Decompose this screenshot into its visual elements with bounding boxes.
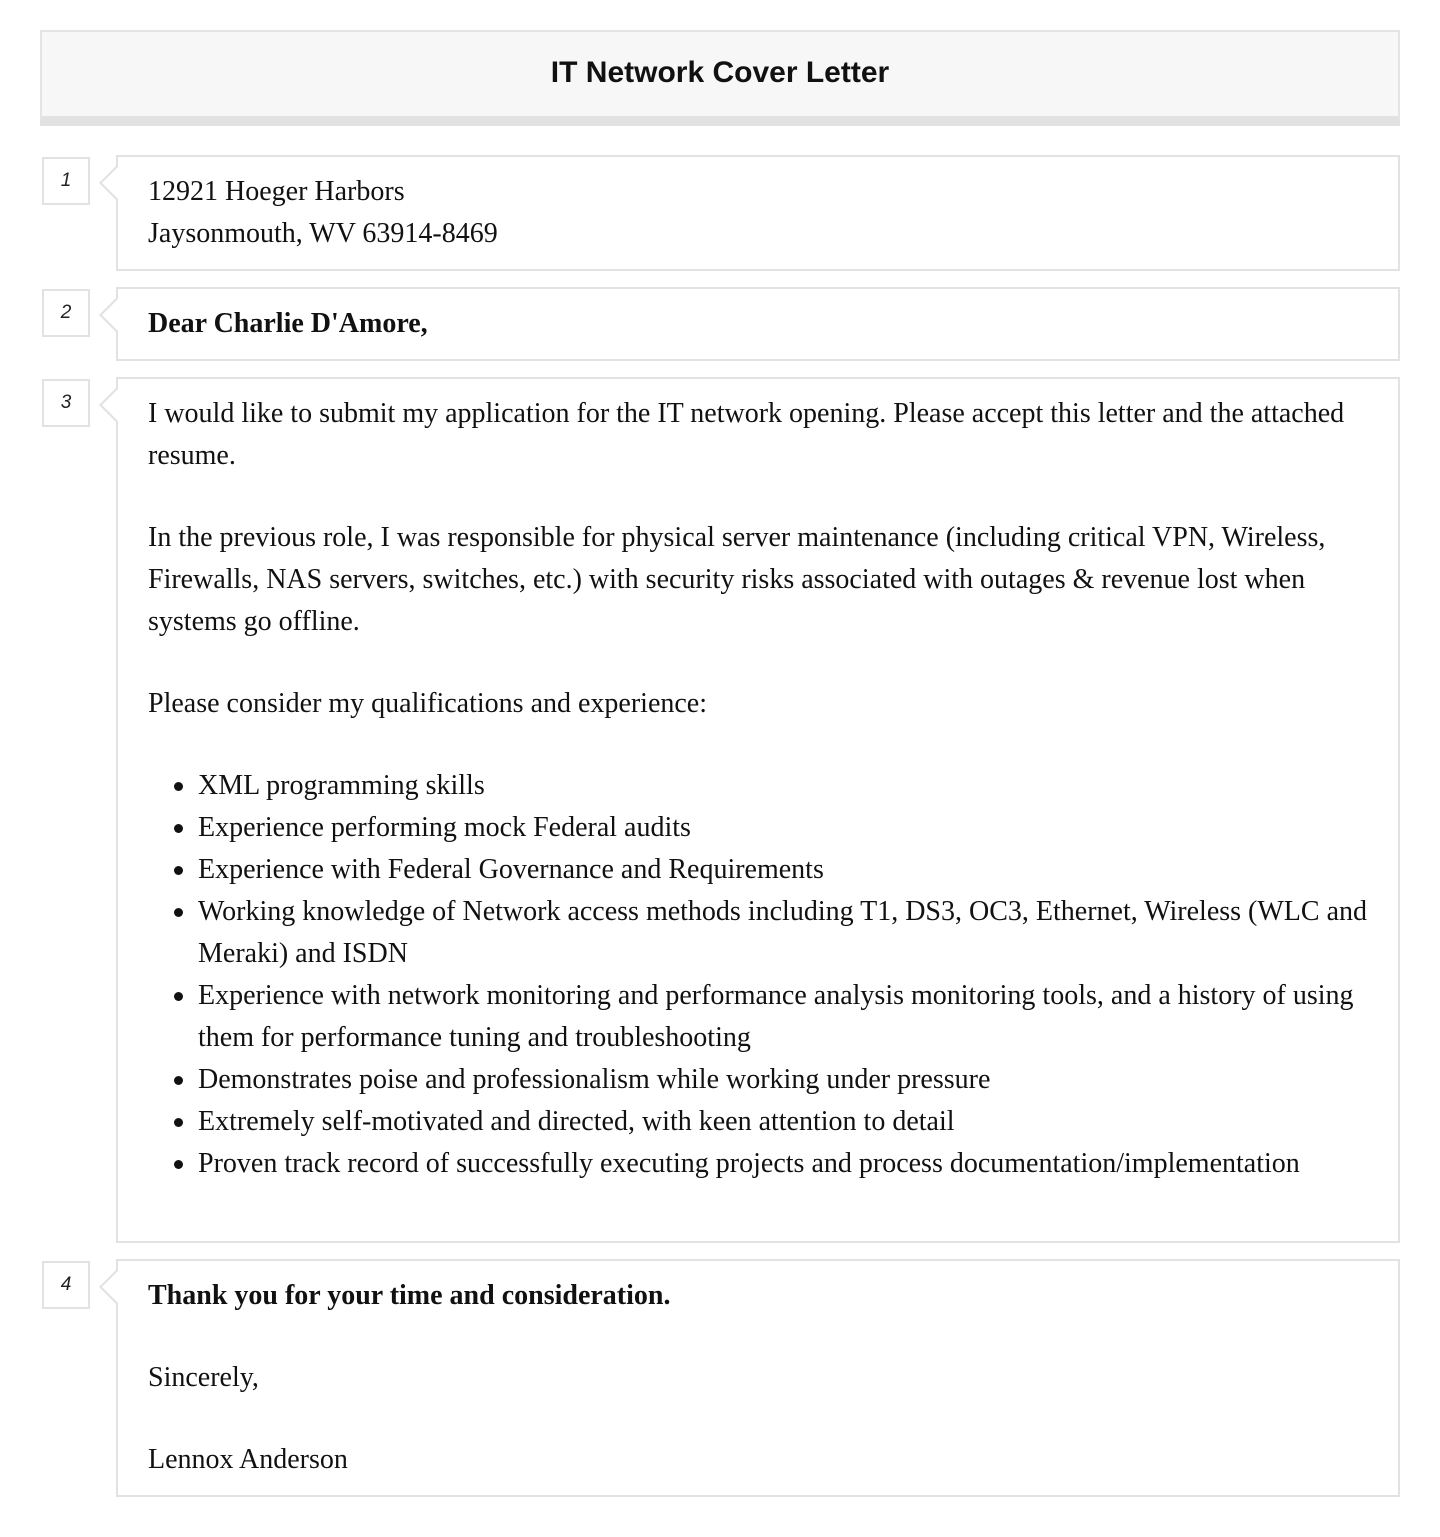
list-item: Demonstrates poise and professionalism while working under pressure: [198, 1059, 1368, 1101]
list-item: XML programming skills: [198, 765, 1368, 807]
qualifications-intro: Please consider my qualifications and experience:: [148, 688, 708, 719]
body-box: [116, 377, 1400, 1243]
experience-paragraph: In the previous role, I was responsible for physical server maintenance (including critical VPN, Wireless, Firewalls, NAS servers, switches, etc.) with security risks associated with outages & revenue lost when systems go offline.: [148, 522, 1326, 637]
closing-line: Thank you for your time and consideration.: [148, 1280, 671, 1311]
section-number: 1: [42, 157, 90, 205]
list-item: Experience performing mock Federal audits: [198, 807, 1368, 849]
greeting: Dear Charlie D'Amore,: [148, 308, 428, 339]
greeting-box: [116, 287, 1400, 361]
address-line-1: 12921 Hoeger Harbors: [148, 176, 405, 207]
intro-paragraph: I would like to submit my application for the IT network opening. Please accept this letter and the attached resume.: [148, 398, 1345, 471]
qualifications-list: [148, 765, 1368, 1185]
section-number: 3: [42, 379, 90, 427]
list-item: Working knowledge of Network access methods including T1, DS3, OC3, Ethernet, Wireless (WLC and Meraki) and ISDN: [198, 891, 1368, 975]
section-number: 2: [42, 289, 90, 337]
list-item: Experience with network monitoring and performance analysis monitoring tools, and a history of using them for performance tuning and troubleshooting: [198, 975, 1368, 1059]
list-item: Proven track record of successfully executing projects and process documentation/implementation: [198, 1143, 1368, 1185]
section-number: 4: [42, 1261, 90, 1309]
closing-box: [116, 1259, 1400, 1497]
address-box: [116, 155, 1400, 271]
document-title: IT Network Cover Letter: [550, 56, 890, 89]
document-header: [40, 30, 1400, 126]
signature-name: Lennox Anderson: [148, 1444, 348, 1475]
address-line-2: Jaysonmouth, WV 63914-8469: [148, 218, 498, 249]
list-item: Extremely self-motivated and directed, with keen attention to detail: [198, 1101, 1368, 1143]
list-item: Experience with Federal Governance and Requirements: [198, 849, 1368, 891]
signoff: Sincerely,: [148, 1362, 259, 1393]
